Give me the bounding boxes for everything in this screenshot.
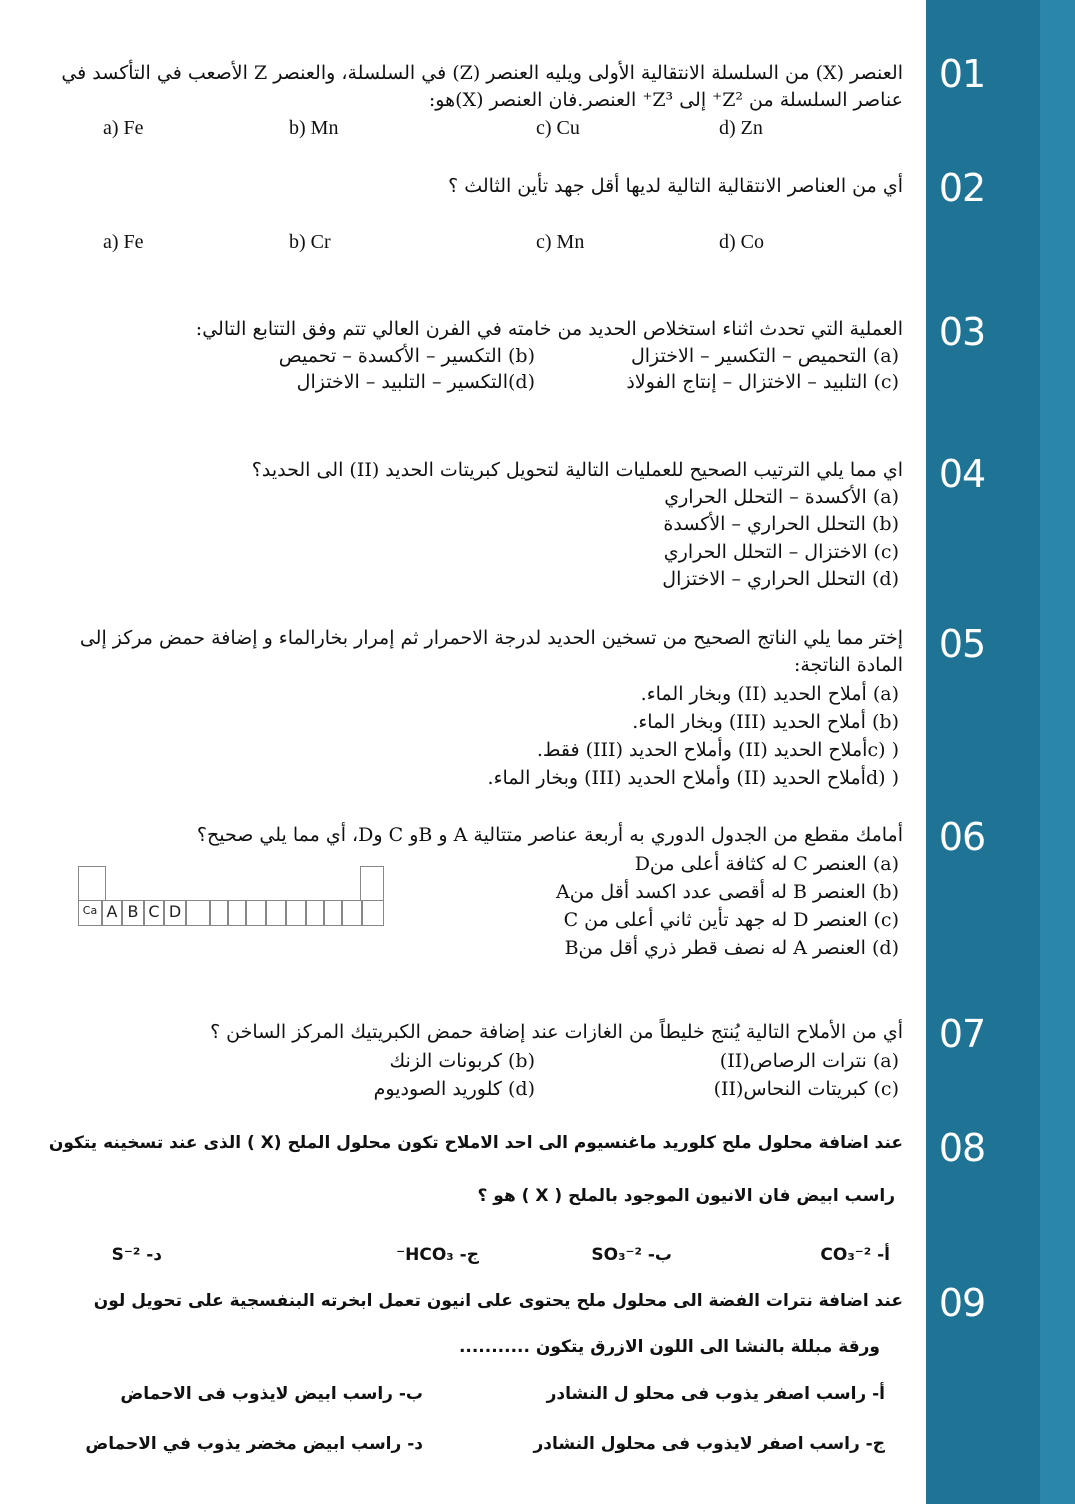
table-cell-b: B bbox=[122, 900, 144, 926]
question-number: 06 bbox=[938, 815, 986, 859]
question-number: 08 bbox=[938, 1126, 986, 1170]
q8-option-c[interactable]: ج- HCO₃⁻ bbox=[396, 1245, 479, 1265]
question-number: 01 bbox=[938, 52, 986, 96]
question-number: 02 bbox=[938, 166, 986, 210]
q9-option-c[interactable]: ج- راسب اصفر لايذوب فى محلول النشادر bbox=[533, 1434, 885, 1454]
q7-text: أي من الأملاح التالية يُنتج خليطاً من الغازات عند إضافة حمض الكبريتيك المركز الساخن ؟ bbox=[210, 1021, 903, 1043]
q2-text: أي من العناصر الانتقالية التالية لديها أقل جهد تأين الثالث ؟ bbox=[448, 175, 903, 197]
q6-option-b[interactable]: (b) العنصر B له أقصى عدد اكسد أقل منA bbox=[555, 881, 899, 903]
q7-option-c[interactable]: (c) كبريتات النحاس(II) bbox=[713, 1078, 899, 1100]
table-cell-c: C bbox=[144, 900, 164, 926]
q1-option-c[interactable]: c) Cu bbox=[536, 117, 580, 139]
table-cell-empty bbox=[228, 900, 246, 926]
q6-option-d[interactable]: (d) العنصر A له نصف قطر ذري أقل منB bbox=[564, 937, 899, 959]
table-cell-empty bbox=[186, 900, 210, 926]
q1-text-line2: عناصر السلسلة من Z²⁺ إلى Z³⁺ العنصر.فان العنصر (X)هو: bbox=[428, 89, 903, 111]
question-number: 09 bbox=[938, 1281, 986, 1325]
table-cell-a: A bbox=[102, 900, 122, 926]
table-cell-d: D bbox=[164, 900, 186, 926]
q3-option-a[interactable]: (a) التحميص – التكسير – الاختزال bbox=[630, 345, 899, 367]
q7-option-d[interactable]: (d) كلوريد الصوديوم bbox=[373, 1078, 535, 1100]
table-cell-empty bbox=[266, 900, 286, 926]
q6-option-c[interactable]: (c) العنصر D له جهد تأين ثاني أعلى من C bbox=[563, 909, 899, 931]
table-top-right-cell bbox=[360, 866, 384, 900]
table-cell-empty bbox=[286, 900, 306, 926]
q6-text: أمامك مقطع من الجدول الدوري به أربعة عناصر متتالية A و Bو C وD، أي مما يلي صحيح؟ bbox=[196, 824, 903, 846]
q6-option-a[interactable]: (a) العنصر C له كثافة أعلى منD bbox=[634, 853, 899, 875]
table-cell-empty bbox=[210, 900, 228, 926]
q9-option-d[interactable]: د- راسب ابيض مخضر يذوب في الاحماض bbox=[85, 1434, 423, 1454]
q1-option-b[interactable]: b) Mn bbox=[289, 117, 339, 139]
question-number: 07 bbox=[938, 1012, 986, 1056]
q5-option-d[interactable]: ( (dأملاح الحديد (II) وأملاح الحديد (III) وبخار الماء. bbox=[487, 767, 899, 789]
q3-text: العملية التي تحدث اثناء استخلاص الحديد من خامته في الفرن العالي تتم وفق التتابع التالي: bbox=[195, 318, 903, 340]
q8-text-line1: عند اضافة محلول ملح كلوريد ماغنسيوم الى احد الاملاح تكون محلول الملح (X ) الذى عند تسخينه يتكون bbox=[48, 1133, 903, 1153]
q4-option-b[interactable]: (b) التحلل الحراري – الأكسدة bbox=[663, 513, 899, 535]
q2-option-d[interactable]: d) Co bbox=[719, 231, 764, 253]
q9-text-line1: عند اضافة نترات الفضة الى محلول ملح يحتوى على انيون تعمل ابخرته البنفسجية على تحويل لون bbox=[93, 1291, 903, 1311]
q9-option-b[interactable]: ب- راسب ابيض لايذوب فى الاحماض bbox=[120, 1384, 423, 1404]
q1-text-line1: العنصر (X) من السلسلة الانتقالية الأولى ويليه العنصر (Z) في السلسلة، والعنصر Z الأصعب في التأكسد في bbox=[61, 62, 903, 84]
q8-text-line2: راسب ابيض فان الانيون الموجود بالملح ( X ) هو ؟ bbox=[477, 1186, 895, 1206]
table-cell-empty bbox=[324, 900, 342, 926]
q2-option-b[interactable]: b) Cr bbox=[289, 231, 331, 253]
q4-option-a[interactable]: (a) الأكسدة – التحلل الحراري bbox=[664, 486, 899, 508]
q8-option-d[interactable]: د- S⁻² bbox=[111, 1245, 162, 1265]
q4-option-d[interactable]: (d) التحلل الحراري – الاختزال bbox=[662, 568, 899, 590]
question-number: 03 bbox=[938, 310, 986, 354]
q9-option-a[interactable]: أ- راسب اصفر يذوب فى محلو ل النشادر bbox=[546, 1384, 885, 1404]
side-bar-edge bbox=[1040, 0, 1075, 1504]
q1-option-a[interactable]: a) Fe bbox=[103, 117, 144, 139]
table-cell-empty bbox=[342, 900, 362, 926]
q5-option-b[interactable]: (b) أملاح الحديد (III) وبخار الماء. bbox=[632, 711, 899, 733]
q8-option-a[interactable]: أ- CO₃⁻² bbox=[820, 1245, 890, 1265]
q5-option-a[interactable]: (a) أملاح الحديد (II) وبخار الماء. bbox=[640, 683, 899, 705]
q5-option-c[interactable]: ( (cأملاح الحديد (II) وأملاح الحديد (III) فقط. bbox=[536, 739, 899, 761]
q5-text-line2: المادة الناتجة: bbox=[793, 654, 903, 676]
question-number: 05 bbox=[938, 622, 986, 666]
q9-text-line2: ورقة مبللة بالنشا الى اللون الازرق يتكون ........... bbox=[458, 1337, 880, 1357]
q5-text-line1: إختر مما يلي الناتج الصحيح من تسخين الحديد لدرجة الاحمرار ثم إمرار بخارالماء و إضافة حمض مركز إلى bbox=[79, 627, 903, 649]
q7-option-a[interactable]: (a) نترات الرصاص(II) bbox=[719, 1050, 899, 1072]
table-cell-empty bbox=[362, 900, 384, 926]
q2-option-a[interactable]: a) Fe bbox=[103, 231, 144, 253]
table-cell-ca: Ca bbox=[78, 900, 102, 926]
q4-text: اي مما يلي الترتيب الصحيح للعمليات التالية لتحويل كبريتات الحديد (II) الى الحديد؟ bbox=[251, 459, 903, 481]
q2-option-c[interactable]: c) Mn bbox=[536, 231, 585, 253]
table-top-left-cell bbox=[78, 866, 106, 900]
question-number: 04 bbox=[938, 452, 986, 496]
q7-option-b[interactable]: (b) كربونات الزنك bbox=[389, 1050, 535, 1072]
table-cell-empty bbox=[306, 900, 324, 926]
q3-option-c[interactable]: (c) التلبيد – الاختزال – إنتاج الفولاذ bbox=[626, 371, 899, 393]
q3-option-d[interactable]: (d)التكسير – التلبيد – الاختزال bbox=[296, 371, 535, 393]
q8-option-b[interactable]: ب- SO₃⁻² bbox=[591, 1245, 672, 1265]
q4-option-c[interactable]: (c) الاختزال – التحلل الحراري bbox=[663, 541, 899, 563]
q1-option-d[interactable]: d) Zn bbox=[719, 117, 763, 139]
table-cell-empty bbox=[246, 900, 266, 926]
q3-option-b[interactable]: (b) التكسير – الأكسدة – تحميص bbox=[278, 345, 535, 367]
